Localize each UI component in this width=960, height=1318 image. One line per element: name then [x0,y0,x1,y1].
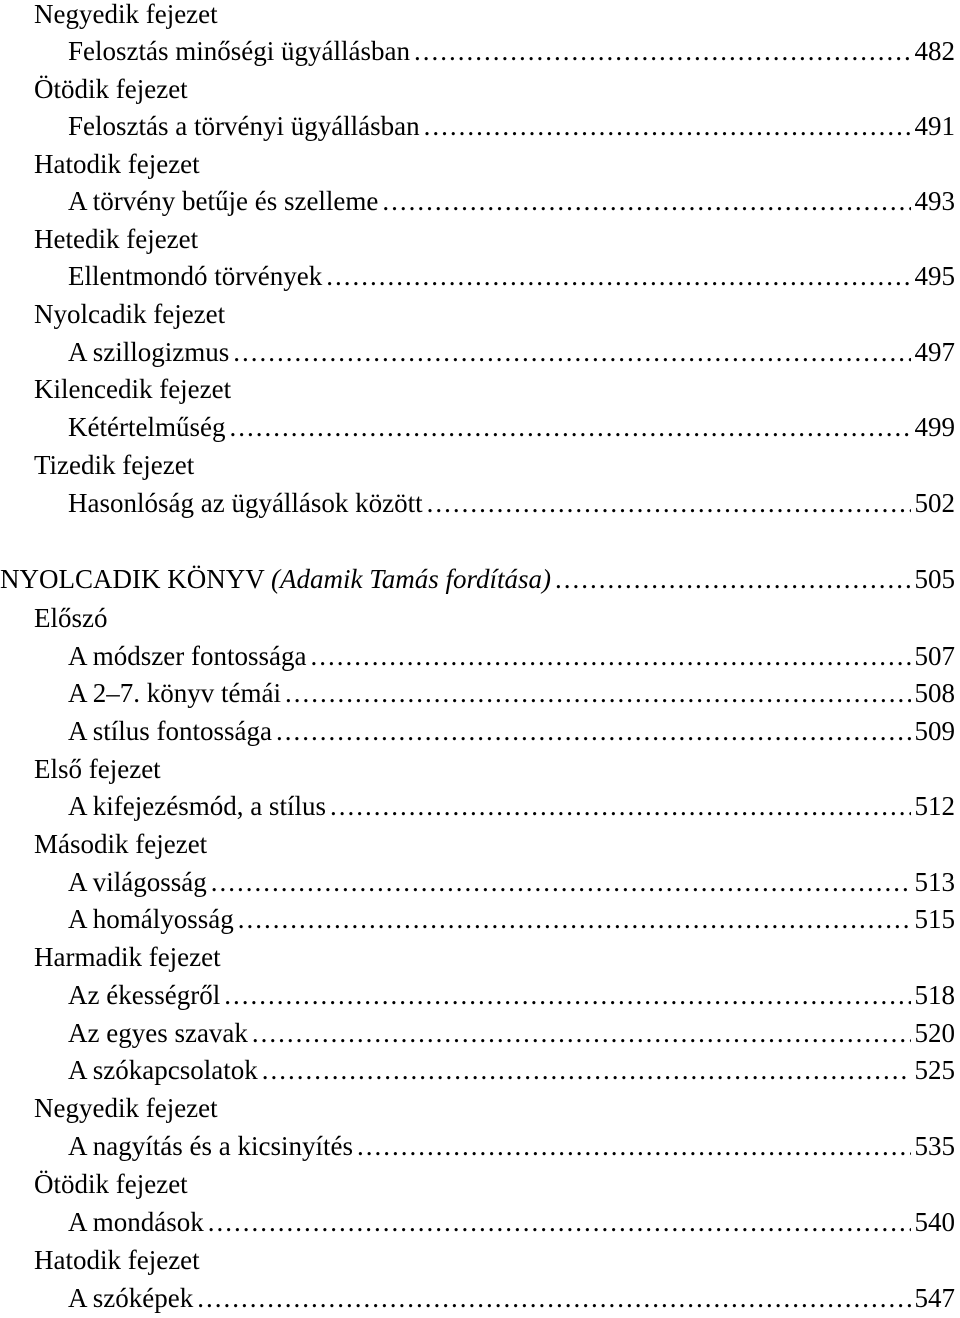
entry-title [68,864,207,900]
page-number: 505 [914,564,955,594]
page-number: 525 [914,1055,955,1085]
entry-title [68,638,306,674]
entry-title-text: A világosság [68,867,207,897]
toc-entry [0,1052,955,1088]
chapter-heading: Ötödik fejezet [34,1169,188,1199]
dot-leader [276,713,910,749]
toc-entry [0,258,955,294]
dot-leader [233,334,910,370]
toc-entry [0,334,955,370]
entry-title [68,1128,353,1164]
entry-title-text: NYOLCADIK KÖNYV [0,564,265,594]
page-number: 512 [914,791,955,821]
page-number: 509 [914,716,955,746]
entry-title [68,1052,258,1088]
entry-title-text: Hasonlóság az ügyállások között [68,488,423,518]
chapter-heading: Negyedik fejezet [34,1093,218,1123]
toc-entry [0,33,955,69]
toc-entry [0,1128,955,1164]
page-number: 507 [914,641,955,671]
page-number: 491 [914,111,955,141]
dot-leader [330,788,911,824]
page-number: 499 [914,412,955,442]
chapter-heading: Kilencedik fejezet [34,374,232,404]
dot-leader [208,1204,911,1240]
dot-leader [285,675,911,711]
entry-title [68,1015,248,1051]
entry-title-text: Kétértelműség [68,412,226,442]
toc-entry [0,1280,955,1316]
entry-title-text: Felosztás minőségi ügyállásban [68,36,410,66]
entry-title-text: A nagyítás és a kicsinyítés [68,1131,353,1161]
page-number: 540 [914,1207,955,1237]
chapter-heading: Második fejezet [34,829,208,859]
toc-entry [0,675,955,711]
entry-title-text: A szóképek [68,1283,194,1313]
entry-title [68,901,234,937]
entry-title-text: A mondások [68,1207,204,1237]
entry-title-text: Az egyes szavak [68,1018,248,1048]
dot-leader [357,1128,911,1164]
entry-title [68,334,229,370]
entry-title-text: A homályosság [68,904,234,934]
toc-entry [0,1015,955,1051]
page-number: 515 [914,904,955,934]
toc-entry [0,108,955,144]
dot-leader [224,977,910,1013]
entry-title-text: A módszer fontossága [68,641,307,671]
page-number: 535 [914,1131,955,1161]
page-number: 520 [914,1018,955,1048]
dot-leader [229,409,910,445]
entry-title [68,33,410,69]
entry-title-text: Az ékességről [68,980,221,1010]
entry-title-text: A szillogizmus [68,337,230,367]
chapter-heading: Harmadik fejezet [34,942,221,972]
translator-note: (Adamik Tamás fordítása) [271,564,552,594]
chapter-heading: Tizedik fejezet [34,450,195,480]
chapter-heading: Hetedik fejezet [34,224,199,254]
entry-title [68,977,220,1013]
dot-leader [310,638,910,674]
entry-title [68,1280,193,1316]
entry-title-text: A szókapcsolatok [68,1055,258,1085]
toc-entry [0,1204,955,1240]
toc-entry [0,901,955,937]
entry-title-text: A stílus fontossága [68,716,273,746]
dot-leader [252,1015,911,1051]
entry-title [68,258,322,294]
dot-leader [382,183,910,219]
entry-title-text: Ellentmondó törvények [68,261,323,291]
chapter-heading: Ötödik fejezet [34,74,188,104]
chapter-heading: Nyolcadik fejezet [34,299,226,329]
page-number: 482 [914,36,955,66]
entry-title [68,675,281,711]
entry-title [68,788,326,824]
dot-leader [211,864,911,900]
toc-entry [0,977,955,1013]
dot-leader [555,561,910,597]
entry-title [68,108,420,144]
entry-title-text: A 2–7. könyv témái [68,678,281,708]
dot-leader [197,1280,910,1316]
toc-entry [0,409,955,445]
book-heading-entry [0,561,955,597]
toc-entry [0,713,955,749]
chapter-heading: Előszó [34,603,108,633]
page-number: 508 [914,678,955,708]
entry-title [68,485,423,521]
dot-leader [262,1052,911,1088]
entry-title-text: A törvény betűje és szelleme [68,186,379,216]
toc-entry [0,638,955,674]
page-number: 547 [914,1283,955,1313]
dot-leader [427,485,911,521]
dot-leader [414,33,911,69]
page-number: 497 [914,337,955,367]
entry-title [68,713,272,749]
chapter-heading: Hatodik fejezet [34,149,200,179]
entry-title-text: A kifejezésmód, a stílus [68,791,326,821]
chapter-heading: Hatodik fejezet [34,1245,200,1275]
chapter-heading: Első fejezet [34,754,161,784]
page-number: 518 [914,980,955,1010]
entry-title [68,1204,204,1240]
entry-title [68,409,225,445]
page-number: 513 [914,867,955,897]
page-number: 502 [914,488,955,518]
page-number: 495 [914,261,955,291]
dot-leader [238,901,911,937]
chapter-heading: Negyedik fejezet [34,0,218,29]
toc-entry [0,183,955,219]
entry-title [68,183,378,219]
toc-entry [0,788,955,824]
entry-title [0,561,551,597]
entry-title-text: Felosztás a törvényi ügyállásban [68,111,420,141]
dot-leader [424,108,911,144]
dot-leader [326,258,910,294]
toc-entry [0,485,955,521]
page-number: 493 [914,186,955,216]
toc-entry [0,864,955,900]
